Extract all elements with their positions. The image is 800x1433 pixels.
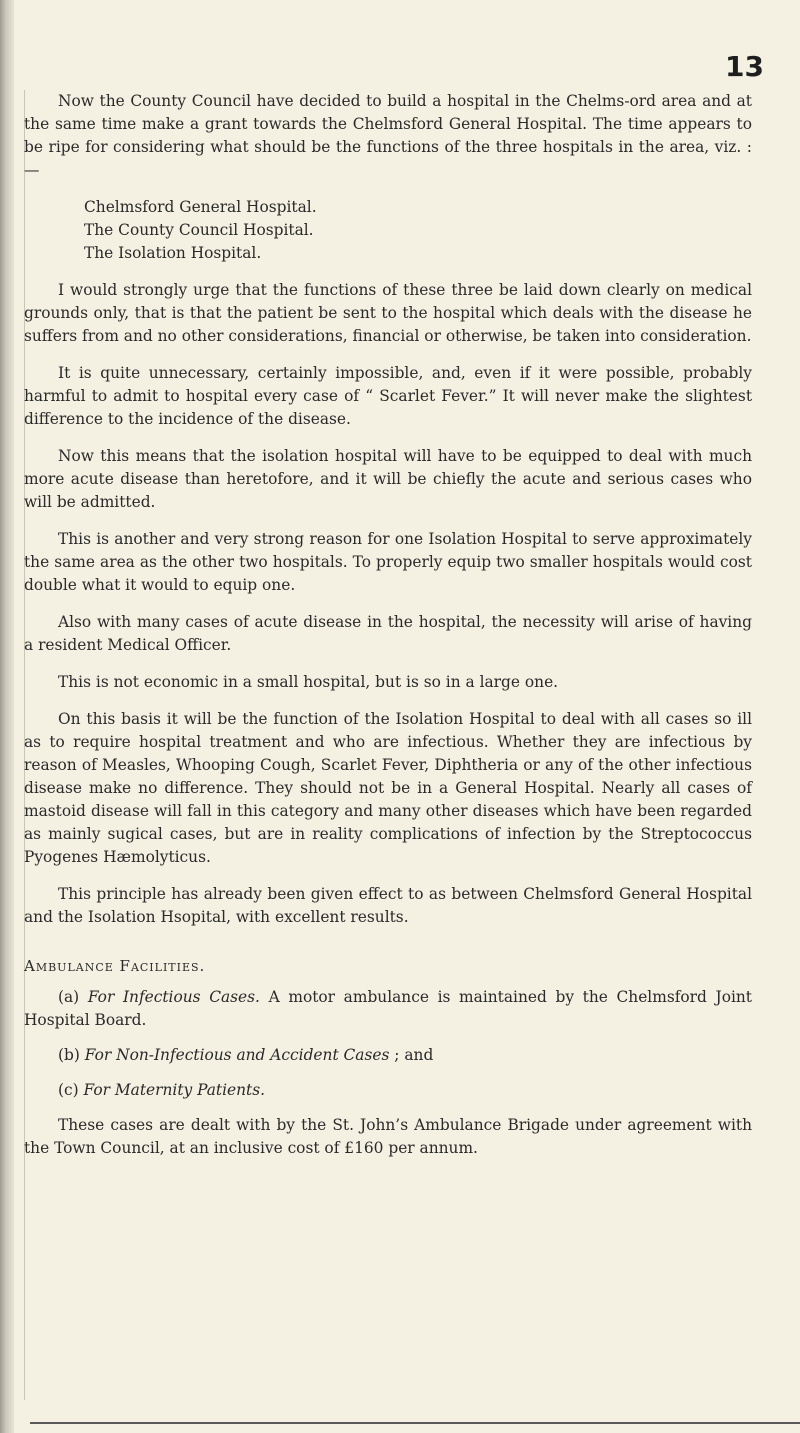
paragraph: This principle has already been given effect to as between Chelmsford General Hospital and the Isolation Hsopital, with excellent results. — [24, 885, 752, 926]
item-letter: (a) — [58, 988, 80, 1006]
ambulance-item — [24, 1044, 752, 1067]
page-number: 13 — [725, 50, 764, 83]
page-binding-edge — [0, 0, 14, 1433]
paragraph: This is not economic in a small hospital, but is so in a large one. — [58, 673, 559, 691]
ambulance-item — [24, 1079, 752, 1102]
hospital-list — [24, 196, 752, 265]
bottom-rule — [30, 1422, 800, 1424]
item-letter: (c) — [58, 1081, 79, 1099]
hospital-list-item: The Isolation Hospital. — [84, 244, 262, 262]
item-label: For Non-Infectious and Accident Cases — [84, 1046, 390, 1064]
ambulance-item — [24, 986, 752, 1032]
paragraph: Now this means that the isolation hospital will have to be equipped to deal with much more acute disease than heretofore, and it will be chiefly the acute and serious cases who will be admitted. — [24, 447, 752, 511]
item-text: ; and — [389, 1046, 434, 1064]
section-heading-ambulance: Ambulance Facilities. — [24, 957, 206, 975]
paragraph: I would strongly urge that the functions of these three be laid down clearly on medical grounds only, that is that the patient be sent to the hospital which deals with the disease he suffers from and no other considerations, financial or otherwise, be taken into consideration. — [24, 281, 752, 345]
item-label: For Maternity Patients. — [83, 1081, 266, 1099]
paragraph: It is quite unnecessary, certainly impossible, and, even if it were possible, probably harmful to admit to hospital every case of “ Scarlet Fever.” It will never make the slightest difference to the incidence of the disease. — [24, 364, 752, 428]
item-text: A motor ambulance is maintained by the Chelmsford Joint Hospital Board. — [24, 988, 752, 1029]
hospital-list-item: Chelmsford General Hospital. — [84, 198, 317, 216]
paragraph-intro: Now the County Council have decided to build a hospital in the Chelms-ord area and at the same time make a grant towards the Chelmsford General Hospital. The time appears to be ripe for considering what should be the functions of the three hospitals in the area, viz. :— — [24, 92, 752, 179]
paragraph: Also with many cases of acute disease in the hospital, the necessity will arise of having a resident Medical Officer. — [24, 613, 752, 654]
paragraph-ambulance-closing: These cases are dealt with by the St. John’s Ambulance Brigade under agreement with the Town Council, at an inclusive cost of £160 per annum. — [24, 1116, 752, 1157]
paragraph: This is another and very strong reason for one Isolation Hospital to serve approximately the same area as the other two hospitals. To properly equip two smaller hospitals would cost double what it would to equip one. — [24, 530, 752, 594]
document-body — [24, 90, 752, 1174]
paragraph: On this basis it will be the function of the Isolation Hospital to deal with all cases so ill as to require hospital treatment and who are infectious. Whether they are infectious by reason of Measles, Whooping Cough, Scarlet Fever, Diphtheria or any of the other infectious disease make no difference. They should not be in a General Hospital. Nearly all cases of mastoid disease will fall in this category and many other diseases which have been regarded as mainly sugical cases, but are in reality complications of infection by the Streptococcus Pyogenes Hæmolyticus. — [24, 710, 752, 866]
hospital-list-item: The County Council Hospital. — [84, 221, 314, 239]
item-label: For Infectious Cases. — [87, 988, 260, 1006]
item-letter: (b) — [58, 1046, 80, 1064]
